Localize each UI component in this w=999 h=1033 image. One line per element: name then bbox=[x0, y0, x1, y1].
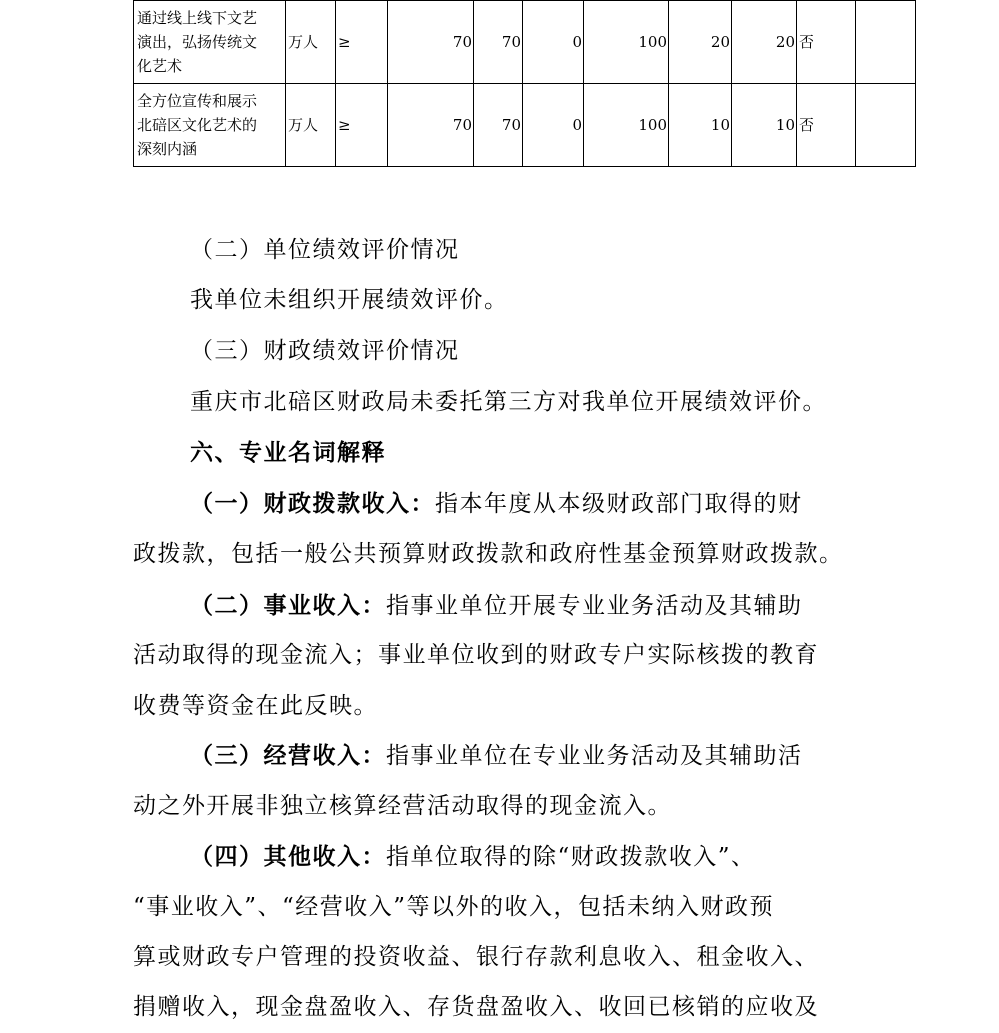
deviation-cell: 0 bbox=[523, 84, 584, 167]
unit-evaluation-heading: （二）单位绩效评价情况 bbox=[190, 237, 460, 263]
weight-cell: 10 bbox=[669, 84, 732, 167]
term-business-income: （二）事业收入：指事业单位开展专业业务活动及其辅助 bbox=[190, 592, 803, 619]
unit-cell: 万人 bbox=[286, 84, 336, 167]
terms-section-heading: 六、专业名词解释 bbox=[190, 439, 386, 466]
term-other-income-cont: 捐赠收入，现金盘盈收入、存货盘盈收入、收回已核销的应收及 bbox=[133, 994, 819, 1020]
operator-cell: ≥ bbox=[336, 84, 388, 167]
fiscal-evaluation-heading: （三）财政绩效评价情况 bbox=[190, 338, 460, 364]
unit-cell: 万人 bbox=[286, 1, 336, 84]
target-value-cell: 70 bbox=[388, 1, 474, 84]
note-cell bbox=[856, 1, 916, 84]
indicator-name-cell: 通过线上线下文艺 演出，弘扬传统文 化艺术 bbox=[134, 1, 286, 84]
term-other-income: （四）其他收入：指单位取得的除“财政拨款收入”、 bbox=[190, 843, 756, 870]
actual-value-cell: 70 bbox=[474, 84, 523, 167]
term-label: （四）其他收入： bbox=[190, 843, 386, 870]
completion-rate-cell: 100 bbox=[584, 1, 669, 84]
performance-metrics-table bbox=[133, 0, 916, 167]
term-other-income-cont: “事业收入”、“经营收入”等以外的收入，包括未纳入财政预 bbox=[133, 894, 775, 920]
indicator-name-cell: 全方位宣传和展示 北碚区文化艺术的 深刻内涵 bbox=[134, 84, 286, 167]
unit-evaluation-text: 我单位未组织开展绩效评价。 bbox=[190, 287, 509, 313]
completion-rate-cell: 100 bbox=[584, 84, 669, 167]
term-business-income-cont: 收费等资金在此反映。 bbox=[133, 693, 378, 719]
term-operating-income: （三）经营收入：指事业单位在专业业务活动及其辅助活 bbox=[190, 742, 803, 769]
flag-cell: 否 bbox=[797, 84, 856, 167]
flag-cell: 否 bbox=[797, 1, 856, 84]
term-other-income-cont: 算或财政专户管理的投资收益、银行存款利息收入、租金收入、 bbox=[133, 944, 819, 970]
table-row bbox=[134, 1, 916, 84]
term-financial-appropriation: （一）财政拨款收入：指本年度从本级财政部门取得的财 bbox=[190, 490, 803, 517]
term-operating-income-cont: 动之外开展非独立核算经营活动取得的现金流入。 bbox=[133, 793, 672, 819]
note-cell bbox=[856, 84, 916, 167]
table-row bbox=[134, 84, 916, 167]
term-financial-appropriation-cont: 政拨款，包括一般公共预算财政拨款和政府性基金预算财政拨款。 bbox=[133, 541, 844, 567]
operator-cell: ≥ bbox=[336, 1, 388, 84]
actual-value-cell: 70 bbox=[474, 1, 523, 84]
term-label: （二）事业收入： bbox=[190, 592, 386, 619]
target-value-cell: 70 bbox=[388, 84, 474, 167]
fiscal-evaluation-text: 重庆市北碚区财政局未委托第三方对我单位开展绩效评价。 bbox=[190, 389, 827, 415]
term-label: （三）经营收入： bbox=[190, 742, 386, 769]
term-business-income-cont: 活动取得的现金流入；事业单位收到的财政专户实际核拨的教育 bbox=[133, 642, 819, 668]
score-cell: 10 bbox=[732, 84, 797, 167]
deviation-cell: 0 bbox=[523, 1, 584, 84]
term-label: （一）财政拨款收入： bbox=[190, 490, 435, 517]
weight-cell: 20 bbox=[669, 1, 732, 84]
score-cell: 20 bbox=[732, 1, 797, 84]
